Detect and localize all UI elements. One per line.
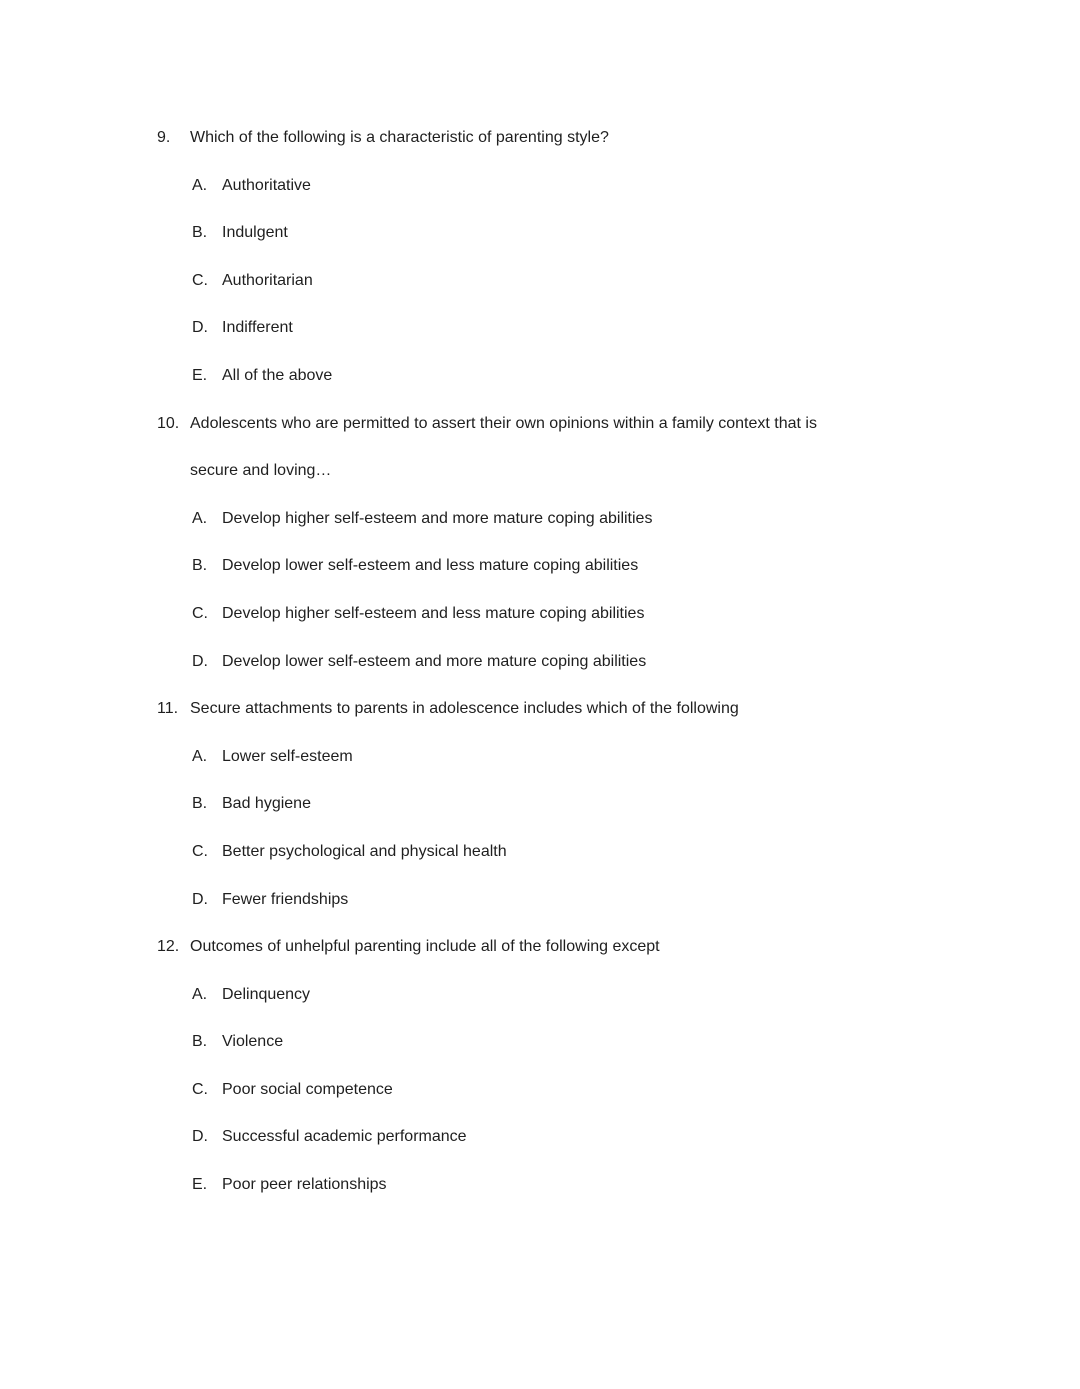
answer-option (157, 1018, 972, 1066)
question-11 (157, 685, 972, 923)
question-number: 10. (157, 414, 180, 432)
answer-option (157, 1113, 972, 1161)
answer-option (157, 542, 972, 590)
option-letter: E. (192, 1176, 208, 1194)
answer-option (157, 971, 972, 1019)
option-letter: A. (192, 509, 208, 527)
option-letter: D. (192, 652, 208, 670)
option-text: Develop lower self-esteem and more mature coping abilities (222, 652, 647, 670)
answer-option (157, 304, 972, 352)
answer-option (157, 352, 972, 400)
answer-option (157, 876, 972, 924)
option-letter: B. (192, 557, 208, 575)
option-letter: B. (192, 224, 208, 242)
option-letter: B. (192, 1033, 208, 1051)
answer-option (157, 733, 972, 781)
answer-option (157, 162, 972, 210)
option-letter: D. (192, 1128, 208, 1146)
question-number: 11. (157, 700, 179, 718)
option-text: Poor social competence (222, 1080, 393, 1098)
option-text: Develop higher self-esteem and more mature coping abilities (222, 509, 653, 527)
question-text: Which of the following is a characteristic of parenting style? (190, 129, 609, 146)
option-letter: C. (192, 271, 208, 289)
question-line (157, 685, 972, 733)
option-text: Authoritarian (222, 271, 313, 289)
question-9 (157, 114, 972, 400)
option-letter: A. (192, 176, 208, 194)
option-letter: A. (192, 747, 208, 765)
answer-option (157, 209, 972, 257)
option-letter: D. (192, 890, 208, 908)
option-letter: C. (192, 842, 208, 860)
question-line (157, 400, 972, 448)
option-text: Violence (222, 1033, 284, 1051)
answer-option (157, 495, 972, 543)
answer-option (157, 780, 972, 828)
option-text: Successful academic performance (222, 1128, 467, 1146)
question-line (157, 114, 972, 162)
option-text: Authoritative (222, 176, 311, 194)
answer-option (157, 257, 972, 305)
option-letter: D. (192, 319, 208, 337)
option-text: Better psychological and physical health (222, 842, 507, 860)
question-number: 9. (157, 129, 171, 146)
question-text: Outcomes of unhelpful parenting include all of the following except (190, 938, 660, 956)
option-letter: B. (192, 795, 208, 813)
option-text: Poor peer relationships (222, 1176, 387, 1194)
option-text: Indifferent (222, 319, 293, 337)
question-line-continuation (157, 447, 972, 495)
answer-option (157, 828, 972, 876)
option-text: Lower self-esteem (222, 747, 353, 765)
option-text: Delinquency (222, 985, 311, 1003)
question-10 (157, 400, 972, 686)
question-text: Secure attachments to parents in adolescence includes which of the following (190, 700, 739, 718)
answer-option (157, 590, 972, 638)
option-letter: C. (192, 1080, 208, 1098)
option-text: Develop lower self-esteem and less mature coping abilities (222, 557, 639, 575)
option-text: All of the above (222, 366, 333, 384)
answer-option (157, 638, 972, 686)
option-letter: C. (192, 604, 208, 622)
question-text: secure and loving… (190, 462, 332, 480)
option-letter: E. (192, 366, 208, 384)
question-line (157, 923, 972, 971)
option-text: Fewer friendships (222, 890, 349, 908)
answer-option (157, 1161, 972, 1209)
question-12 (157, 923, 972, 1209)
option-text: Indulgent (222, 224, 288, 242)
question-number: 12. (157, 938, 180, 956)
quiz-content (157, 114, 972, 1209)
answer-option (157, 1066, 972, 1114)
question-text: Adolescents who are permitted to assert their own opinions within a family context that is (190, 414, 817, 432)
option-text: Bad hygiene (222, 795, 311, 813)
option-letter: A. (192, 985, 208, 1003)
option-text: Develop higher self-esteem and less mature coping abilities (222, 604, 645, 622)
